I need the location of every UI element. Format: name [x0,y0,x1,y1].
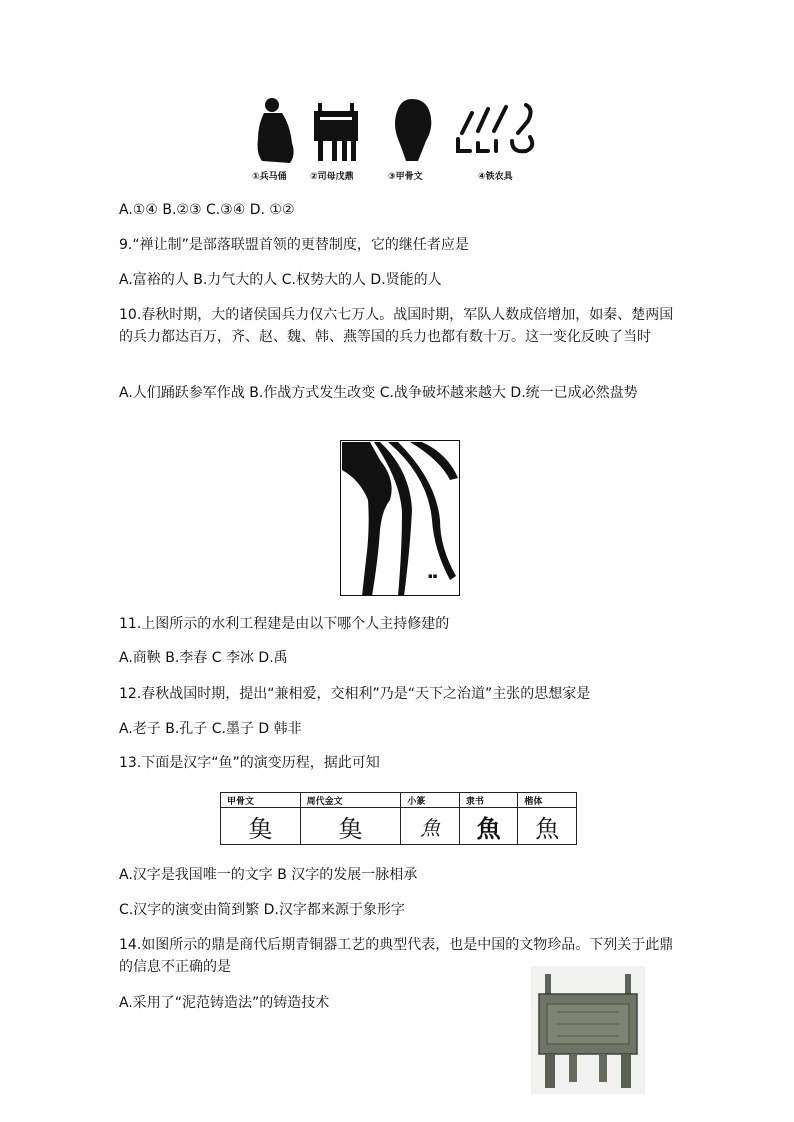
q10-stem: 10.春秋时期，大的诸侯国兵力仅六七万人。战国时期，军队人数成倍增加，如秦、楚两国的兵力都达百万，齐、赵、魏、韩、燕等国的兵力也都有数十万。这一变化反映了当时 [119,307,674,345]
oracle-bone-image [395,99,431,161]
q9-options: A.富裕的人 B.力气大的人 C.权势大的人 D.贤能的人 [119,272,442,288]
q13-options-1: A.汉字是我国唯一的文字 B 汉字的发展一脉相承 [119,867,418,883]
q10-options: A.人们踊跃参军作战 B.作战方式发生改变 C.战争破坏越来越大 D.统一已成必然盘势 [119,385,638,401]
caption-ding: ②司母戊鼎 [310,172,354,182]
table-header-cell: 小篆 [401,793,460,808]
caption-iron-tools: ④铁农具 [478,172,513,182]
caption-oracle: ③甲骨文 [388,172,423,182]
glyph-seal: 魚 [401,808,460,845]
simuwu-ding-image [314,103,358,161]
glyph-regular: 魚 [518,808,577,845]
q14-option-a: A.采用了“泥范铸造法”的铸造技术 [119,995,330,1011]
q9-stem: 9.“禅让制”是部落联盟首领的更替制度，它的继任者应是 [119,237,469,253]
q12-options: A.老子 B.孔子 C.墨子 D 韩非 [119,721,302,737]
glyph-bronze: 𩵋 [300,808,401,845]
table-glyph-row [221,808,577,845]
artifacts-figure [250,95,550,187]
glyph-oracle: 𩵋 [221,808,301,845]
q14-stem: 14.如图所示的鼎是商代后期青铜器工艺的典型代表，也是中国的文物珍品。下列关于此鼎的信息不正确的是 [119,937,674,975]
q11-options: A.商鞅 B.李春 C 李冰 D.禹 [119,650,288,666]
iron-tools-image [458,105,532,151]
dujiangyan-map-image [340,440,460,596]
map-mark-icon: ▪▪ [428,572,438,580]
fish-evolution-table [220,792,577,845]
glyph-clerical: 魚 [459,808,518,845]
table-header-cell: 隶书 [459,793,518,808]
table-header-cell: 楷体 [518,793,577,808]
q11-stem: 11.上图所示的水利工程建是由以下哪个人主持修建的 [119,616,450,632]
q13-stem: 13.下面是汉字“鱼”的演变历程，据此可知 [119,755,380,771]
caption-terracotta: ①兵马俑 [252,172,287,182]
q12-stem: 12.春秋战国时期，提出“兼相爱，交相利”乃是“天下之治道”主张的思想家是 [119,686,591,702]
table-header-row [221,793,577,808]
terracotta-warrior-image [258,98,294,163]
table-header-cell: 甲骨文 [221,793,301,808]
bronze-ding-photo [531,966,645,1094]
q8-options: A.①④ B.②③ C.③④ D. ①② [119,202,295,218]
table-header-cell: 周代金文 [300,793,401,808]
q13-options-2: C.汉字的演变由简到繁 D.汉字都来源于象形字 [119,902,405,918]
